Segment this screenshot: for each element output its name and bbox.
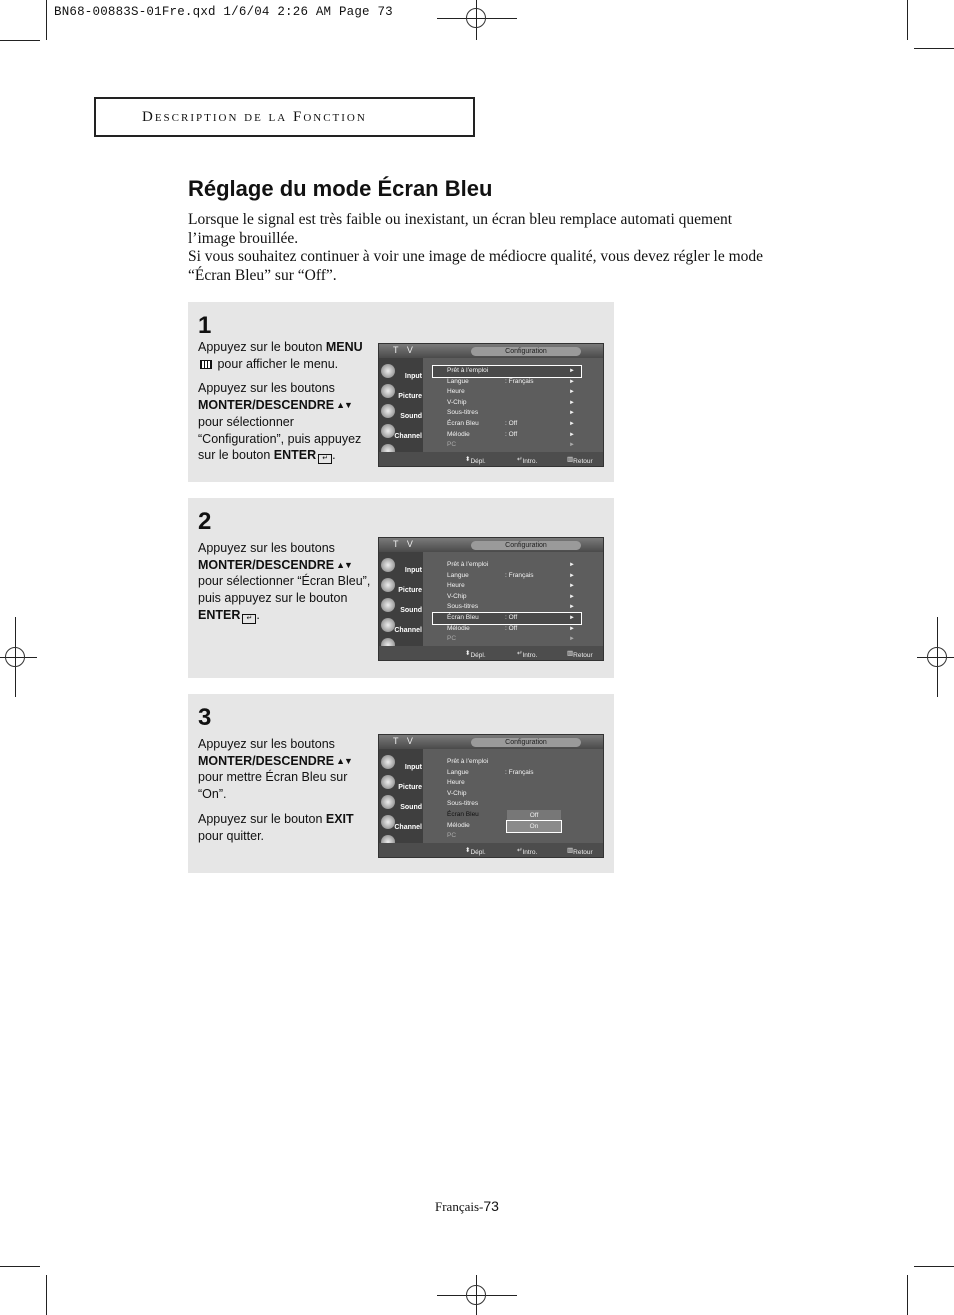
osd-menu-list: Prêt à l’emploi ► Langue : Français ► Heure ► V-Chip ► Sous-titres ► Écran Bleu : Off ► Mélodie : Off ► PC ► [433,560,581,645]
step-number: 3 [198,704,212,731]
registration-mark [466,8,486,28]
crop-mark [0,1266,40,1267]
picture-icon [381,384,395,398]
intro-paragraph: Si vous souhaitez continuer à voir une image de médiocre qualité, vous devez régler le mode “Écran Bleu” sur “Off”. [188,248,764,284]
sound-icon [381,795,395,809]
osd-footer: ⬍ Dépl. ↵ Intro. ▥ Retour [379,646,603,660]
step-1 [188,302,614,482]
crop-mark [907,1275,908,1315]
step-number: 2 [198,508,212,535]
menu-icon [200,360,212,369]
osd-sidebar: Input Picture Sound Channel [379,749,423,845]
picture-icon [381,775,395,789]
enter-icon: ↵ [318,454,332,464]
crop-mark [46,0,47,40]
sound-icon [381,404,395,418]
registration-mark [927,647,947,667]
up-down-icon: ▲▼ [336,559,352,570]
crop-mark [914,1266,954,1267]
step-instructions: Appuyez sur les boutons MONTER/DESCENDRE ▲▼ pour mettre Écran Bleu sur “On”. Appuyez sur le bouton EXIT pour quitter. [198,737,354,843]
crop-mark [46,1275,47,1315]
picture-icon [381,578,395,592]
osd-sidebar: Input Picture Sound Channel [379,552,423,648]
input-icon [381,364,395,378]
page-number: 73 [483,1198,499,1214]
step-2 [188,498,614,678]
tv-osd-screen: T V Configuration Input Picture Sound Channel Prêt à l’emploi ► Langue : Français ► Heure ► V-Chip ► Sous-titres ► Écran Bleu : Off ► Mélodie : Off ► PC ► ⬍ Dépl. ↵ Intro. ▥ Retour [378,343,604,467]
osd-tab: Configuration [471,541,581,550]
channel-icon [381,618,395,632]
footer-language: Français- [435,1199,484,1214]
step-3 [188,694,614,873]
option-on: On [507,821,561,832]
osd-option-popup [507,810,561,832]
step-number: 1 [198,312,212,339]
intro-paragraph: Lorsque le signal est très faible ou inexistant, un écran bleu remplace automati quement l’image brouillée. [188,211,733,247]
osd-footer: ⬍ Dépl. ↵ Intro. ▥ Retour [379,452,603,466]
registration-mark [466,1285,486,1305]
file-slug: BN68-00883S-01Fre.qxd 1/6/04 2:26 AM Page 73 [54,5,393,19]
intro-text [188,211,768,285]
channel-icon [381,815,395,829]
up-down-icon: ▲▼ [336,755,352,766]
up-down-icon: ▲▼ [336,400,352,411]
enter-icon: ↵ [242,614,256,624]
tv-osd-screen: T V Configuration Input Picture Sound Channel Prêt à l’emploi ► Langue : Français ► Heure ► V-Chip ► Sous-titres ► Écran Bleu : Off ► Mélodie : Off ► PC ► ⬍ Dépl. ↵ Intro. ▥ Retour [378,537,604,661]
osd-menu-list: Prêt à l’emploi ► Langue : Français ► Heure ► V-Chip ► Sous-titres ► Écran Bleu : Off ► Mélodie : Off ► PC ► [433,366,581,451]
page-title: Réglage du mode Écran Bleu [188,176,493,201]
crop-mark [914,48,954,49]
osd-tab: Configuration [471,738,581,747]
registration-mark [5,647,25,667]
sound-icon [381,598,395,612]
option-off: Off [507,810,561,821]
channel-icon [381,424,395,438]
page-footer [435,1198,499,1215]
osd-footer: ⬍ Dépl. ↵ Intro. ▥ Retour [379,843,603,857]
osd-menu-list: Prêt à l’emploi Langue : Français Heure V-Chip Sous-titres Écran Bleu Mélodie PC [447,758,534,840]
step-instructions: Appuyez sur le bouton MENU pour afficher le menu. Appuyez sur les boutons MONTER/DESCENDRE ▲▼ pour sélectionner “Configuration”, puis appuyez sur le bouton ENTER ↵ . [198,340,363,463]
section-header: Description de la Fonction [94,97,475,137]
crop-mark [907,0,908,40]
crop-mark [0,40,40,41]
tv-osd-screen: T V Configuration Input Picture Sound Channel Prêt à l’emploi Langue : Français Heure V-Chip Sous-titres Écran Bleu Mélodie PC Off On ⬍ Dépl. ↵ Intro. ▥ Retour [378,734,604,858]
osd-sidebar: Input Picture Sound Channel [379,358,423,454]
input-icon [381,558,395,572]
osd-tab: Configuration [471,347,581,356]
input-icon [381,755,395,769]
step-instructions: Appuyez sur les boutons MONTER/DESCENDRE ▲▼ pour sélectionner “Écran Bleu”, puis appuyez sur le bouton ENTER ↵ . [198,541,371,622]
